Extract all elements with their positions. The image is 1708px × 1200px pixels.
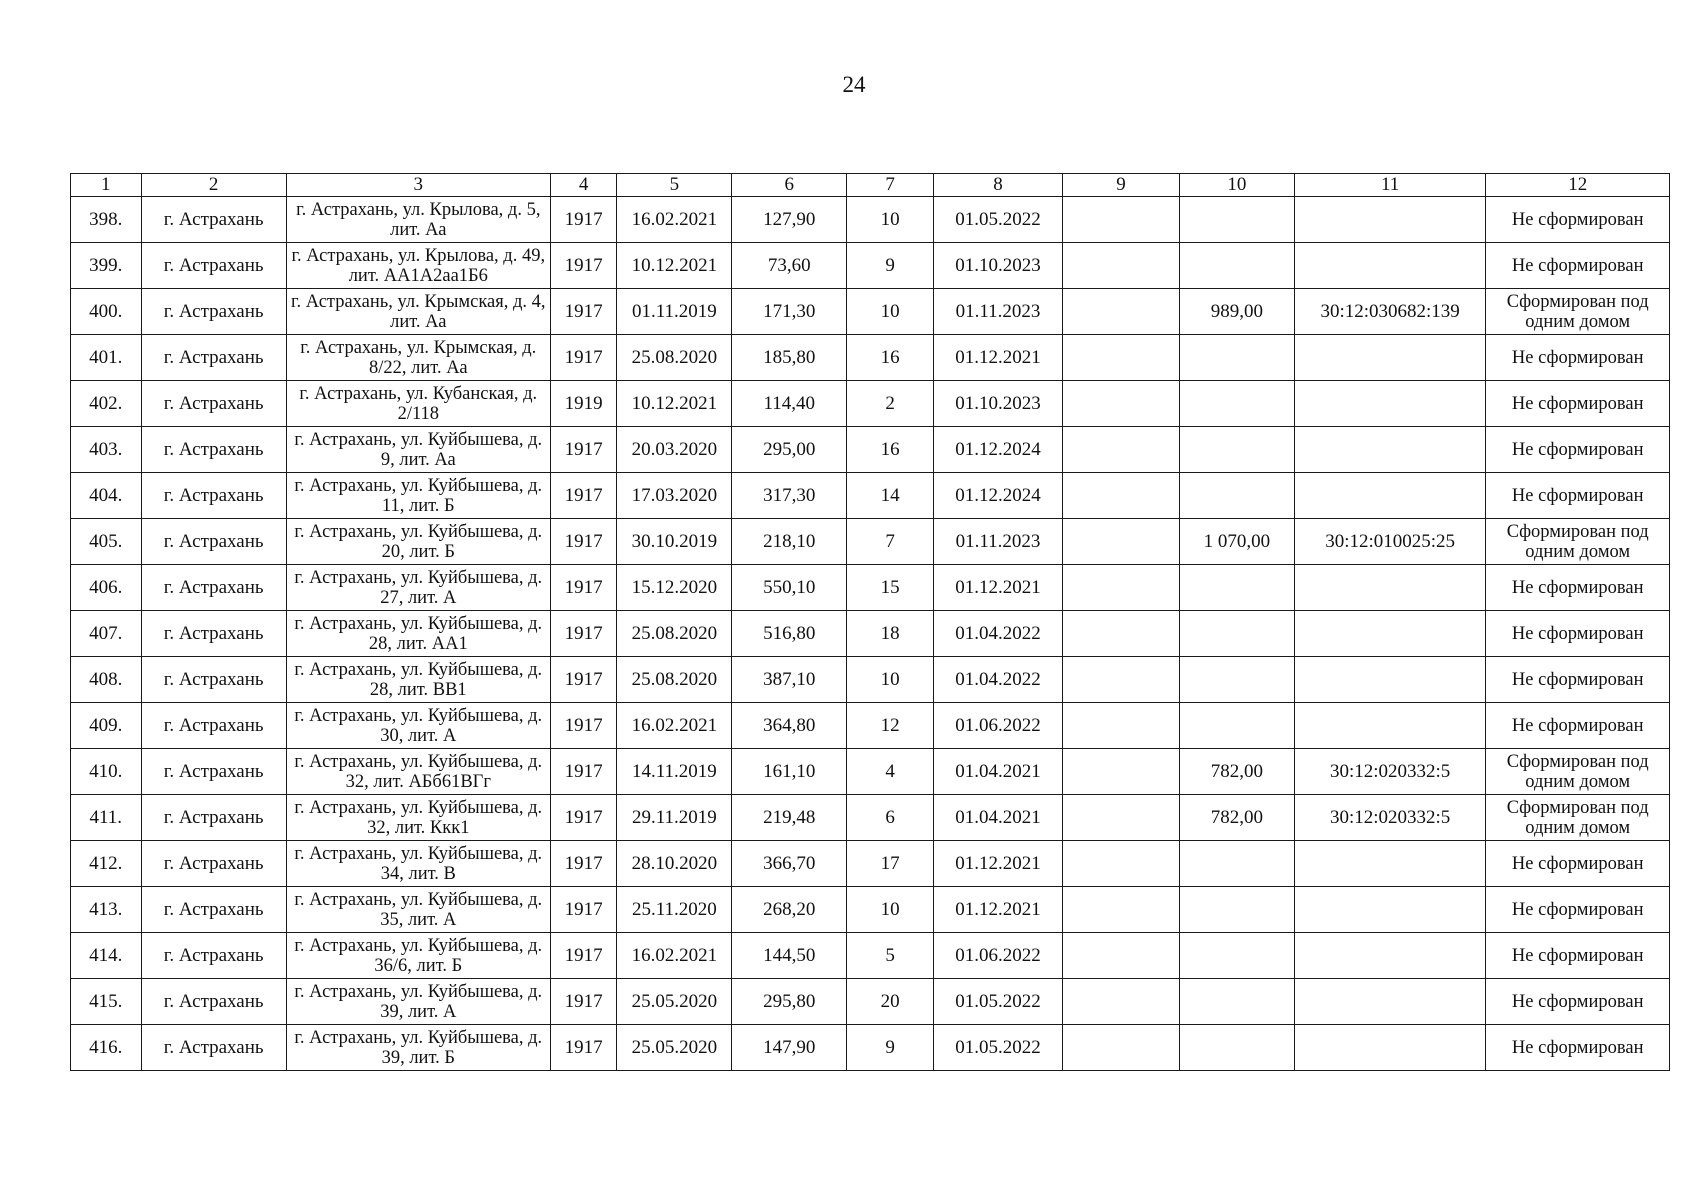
cadastral-number-cell — [1294, 611, 1486, 657]
area-cell: 185,80 — [732, 335, 847, 381]
date-cell: 29.11.2019 — [617, 795, 732, 841]
column-9-cell — [1063, 427, 1180, 473]
column-9-cell — [1063, 565, 1180, 611]
land-area-cell — [1179, 473, 1294, 519]
residents-cell: 16 — [847, 335, 934, 381]
year-cell: 1917 — [550, 611, 617, 657]
date-cell: 25.05.2020 — [617, 1025, 732, 1071]
column-header: 10 — [1179, 174, 1294, 197]
column-9-cell — [1063, 749, 1180, 795]
land-area-cell — [1179, 611, 1294, 657]
deadline-cell: 01.04.2022 — [933, 657, 1062, 703]
address-cell: г. Астрахань, ул. Куйбышева, д. 28, лит. АА1 — [286, 611, 550, 657]
date-cell: 15.12.2020 — [617, 565, 732, 611]
deadline-cell: 01.05.2022 — [933, 197, 1062, 243]
area-cell: 73,60 — [732, 243, 847, 289]
land-status-cell: Не сформирован — [1486, 703, 1670, 749]
address-cell: г. Астрахань, ул. Куйбышева, д. 39, лит. А — [286, 979, 550, 1025]
cadastral-number-cell — [1294, 1025, 1486, 1071]
residents-cell: 10 — [847, 887, 934, 933]
table-row — [71, 657, 1670, 703]
residents-cell: 10 — [847, 657, 934, 703]
area-cell: 387,10 — [732, 657, 847, 703]
column-9-cell — [1063, 1025, 1180, 1071]
column-9-cell — [1063, 887, 1180, 933]
row-number: 416. — [71, 1025, 142, 1071]
city-cell: г. Астрахань — [141, 1025, 286, 1071]
city-cell: г. Астрахань — [141, 289, 286, 335]
land-area-cell — [1179, 565, 1294, 611]
area-cell: 171,30 — [732, 289, 847, 335]
date-cell: 20.03.2020 — [617, 427, 732, 473]
city-cell: г. Астрахань — [141, 841, 286, 887]
column-header: 2 — [141, 174, 286, 197]
column-header: 12 — [1486, 174, 1670, 197]
residents-cell: 12 — [847, 703, 934, 749]
cadastral-number-cell — [1294, 979, 1486, 1025]
column-header: 11 — [1294, 174, 1486, 197]
date-cell: 25.08.2020 — [617, 611, 732, 657]
deadline-cell: 01.05.2022 — [933, 1025, 1062, 1071]
land-area-cell — [1179, 243, 1294, 289]
land-area-cell — [1179, 979, 1294, 1025]
deadline-cell: 01.04.2021 — [933, 795, 1062, 841]
column-header: 7 — [847, 174, 934, 197]
residents-cell: 9 — [847, 1025, 934, 1071]
area-cell: 516,80 — [732, 611, 847, 657]
table-row — [71, 565, 1670, 611]
address-cell: г. Астрахань, ул. Куйбышева, д. 36/6, лит. Б — [286, 933, 550, 979]
table-row — [71, 519, 1670, 565]
land-status-cell: Сформирован под одним домом — [1486, 519, 1670, 565]
year-cell: 1917 — [550, 243, 617, 289]
column-9-cell — [1063, 381, 1180, 427]
column-9-cell — [1063, 289, 1180, 335]
area-cell: 219,48 — [732, 795, 847, 841]
address-cell: г. Астрахань, ул. Крымская, д. 4, лит. Аа — [286, 289, 550, 335]
land-area-cell: 989,00 — [1179, 289, 1294, 335]
deadline-cell: 01.04.2022 — [933, 611, 1062, 657]
deadline-cell: 01.10.2023 — [933, 243, 1062, 289]
row-number: 414. — [71, 933, 142, 979]
table-row — [71, 243, 1670, 289]
year-cell: 1917 — [550, 657, 617, 703]
row-number: 398. — [71, 197, 142, 243]
address-cell: г. Астрахань, ул. Куйбышева, д. 30, лит. А — [286, 703, 550, 749]
address-cell: г. Астрахань, ул. Крылова, д. 5, лит. Аа — [286, 197, 550, 243]
cadastral-number-cell — [1294, 243, 1486, 289]
table-row — [71, 1025, 1670, 1071]
city-cell: г. Астрахань — [141, 519, 286, 565]
column-9-cell — [1063, 335, 1180, 381]
row-number: 412. — [71, 841, 142, 887]
address-cell: г. Астрахань, ул. Куйбышева, д. 34, лит. В — [286, 841, 550, 887]
table-row — [71, 427, 1670, 473]
row-number: 407. — [71, 611, 142, 657]
address-cell: г. Астрахань, ул. Куйбышева, д. 28, лит. ВВ1 — [286, 657, 550, 703]
page-number: 24 — [842, 72, 866, 97]
year-cell: 1917 — [550, 197, 617, 243]
address-cell: г. Астрахань, ул. Кубанская, д. 2/118 — [286, 381, 550, 427]
land-status-cell: Не сформирован — [1486, 243, 1670, 289]
year-cell: 1917 — [550, 979, 617, 1025]
row-number: 402. — [71, 381, 142, 427]
date-cell: 25.08.2020 — [617, 657, 732, 703]
year-cell: 1917 — [550, 749, 617, 795]
deadline-cell: 01.06.2022 — [933, 703, 1062, 749]
land-area-cell — [1179, 381, 1294, 427]
cadastral-number-cell — [1294, 657, 1486, 703]
area-cell: 366,70 — [732, 841, 847, 887]
date-cell: 30.10.2019 — [617, 519, 732, 565]
residents-cell: 9 — [847, 243, 934, 289]
land-area-cell — [1179, 197, 1294, 243]
date-cell: 16.02.2021 — [617, 197, 732, 243]
residents-cell: 14 — [847, 473, 934, 519]
land-status-cell: Не сформирован — [1486, 933, 1670, 979]
date-cell: 01.11.2019 — [617, 289, 732, 335]
area-cell: 317,30 — [732, 473, 847, 519]
column-9-cell — [1063, 933, 1180, 979]
area-cell: 364,80 — [732, 703, 847, 749]
residents-cell: 4 — [847, 749, 934, 795]
city-cell: г. Астрахань — [141, 427, 286, 473]
land-status-cell: Не сформирован — [1486, 1025, 1670, 1071]
cadastral-number-cell — [1294, 565, 1486, 611]
cadastral-number-cell — [1294, 381, 1486, 427]
column-9-cell — [1063, 841, 1180, 887]
date-cell: 28.10.2020 — [617, 841, 732, 887]
column-header: 9 — [1063, 174, 1180, 197]
year-cell: 1917 — [550, 933, 617, 979]
address-cell: г. Астрахань, ул. Куйбышева, д. 11, лит. Б — [286, 473, 550, 519]
column-9-cell — [1063, 703, 1180, 749]
row-number: 408. — [71, 657, 142, 703]
city-cell: г. Астрахань — [141, 381, 286, 427]
land-status-cell: Не сформирован — [1486, 565, 1670, 611]
cadastral-number-cell — [1294, 427, 1486, 473]
city-cell: г. Астрахань — [141, 197, 286, 243]
year-cell: 1917 — [550, 289, 617, 335]
land-status-cell: Не сформирован — [1486, 887, 1670, 933]
residents-cell: 16 — [847, 427, 934, 473]
column-9-cell — [1063, 657, 1180, 703]
deadline-cell: 01.12.2021 — [933, 887, 1062, 933]
column-9-cell — [1063, 243, 1180, 289]
cadastral-number-cell — [1294, 933, 1486, 979]
residents-cell: 18 — [847, 611, 934, 657]
column-header: 5 — [617, 174, 732, 197]
area-cell: 127,90 — [732, 197, 847, 243]
city-cell: г. Астрахань — [141, 887, 286, 933]
row-number: 403. — [71, 427, 142, 473]
deadline-cell: 01.06.2022 — [933, 933, 1062, 979]
row-number: 411. — [71, 795, 142, 841]
residents-cell: 5 — [847, 933, 934, 979]
deadline-cell: 01.12.2021 — [933, 841, 1062, 887]
row-number: 409. — [71, 703, 142, 749]
row-number: 399. — [71, 243, 142, 289]
land-area-cell — [1179, 703, 1294, 749]
land-area-cell — [1179, 657, 1294, 703]
row-number: 415. — [71, 979, 142, 1025]
residents-cell: 10 — [847, 289, 934, 335]
land-area-cell — [1179, 335, 1294, 381]
year-cell: 1919 — [550, 381, 617, 427]
address-cell: г. Астрахань, ул. Куйбышева, д. 9, лит. Аа — [286, 427, 550, 473]
year-cell: 1917 — [550, 1025, 617, 1071]
table-row — [71, 197, 1670, 243]
city-cell: г. Астрахань — [141, 749, 286, 795]
year-cell: 1917 — [550, 335, 617, 381]
column-header: 6 — [732, 174, 847, 197]
residents-cell: 15 — [847, 565, 934, 611]
date-cell: 16.02.2021 — [617, 933, 732, 979]
year-cell: 1917 — [550, 519, 617, 565]
city-cell: г. Астрахань — [141, 243, 286, 289]
date-cell: 25.11.2020 — [617, 887, 732, 933]
address-cell: г. Астрахань, ул. Куйбышева, д. 20, лит. Б — [286, 519, 550, 565]
residents-cell: 20 — [847, 979, 934, 1025]
row-number: 400. — [71, 289, 142, 335]
area-cell: 114,40 — [732, 381, 847, 427]
land-status-cell: Не сформирован — [1486, 611, 1670, 657]
year-cell: 1917 — [550, 841, 617, 887]
cadastral-number-cell — [1294, 887, 1486, 933]
column-9-cell — [1063, 197, 1180, 243]
area-cell: 550,10 — [732, 565, 847, 611]
cadastral-number-cell — [1294, 703, 1486, 749]
city-cell: г. Астрахань — [141, 657, 286, 703]
column-9-cell — [1063, 519, 1180, 565]
land-status-cell: Сформирован под одним домом — [1486, 749, 1670, 795]
land-area-cell — [1179, 841, 1294, 887]
land-status-cell: Не сформирован — [1486, 473, 1670, 519]
column-header: 1 — [71, 174, 142, 197]
year-cell: 1917 — [550, 887, 617, 933]
deadline-cell: 01.12.2021 — [933, 335, 1062, 381]
table-row — [71, 335, 1670, 381]
deadline-cell: 01.10.2023 — [933, 381, 1062, 427]
address-cell: г. Астрахань, ул. Крымская, д. 8/22, лит. Аа — [286, 335, 550, 381]
city-cell: г. Астрахань — [141, 565, 286, 611]
year-cell: 1917 — [550, 703, 617, 749]
date-cell: 14.11.2019 — [617, 749, 732, 795]
deadline-cell: 01.12.2021 — [933, 565, 1062, 611]
cadastral-number-cell: 30:12:030682:139 — [1294, 289, 1486, 335]
address-cell: г. Астрахань, ул. Куйбышева, д. 27, лит. А — [286, 565, 550, 611]
year-cell: 1917 — [550, 427, 617, 473]
row-number: 406. — [71, 565, 142, 611]
row-number: 413. — [71, 887, 142, 933]
date-cell: 16.02.2021 — [617, 703, 732, 749]
land-area-cell: 782,00 — [1179, 795, 1294, 841]
column-header: 8 — [933, 174, 1062, 197]
land-status-cell: Не сформирован — [1486, 381, 1670, 427]
deadline-cell: 01.04.2021 — [933, 749, 1062, 795]
table-body — [71, 197, 1670, 1071]
year-cell: 1917 — [550, 473, 617, 519]
date-cell: 17.03.2020 — [617, 473, 732, 519]
row-number: 404. — [71, 473, 142, 519]
city-cell: г. Астрахань — [141, 703, 286, 749]
land-status-cell: Не сформирован — [1486, 335, 1670, 381]
land-status-cell: Сформирован под одним домом — [1486, 795, 1670, 841]
column-9-cell — [1063, 611, 1180, 657]
cadastral-number-cell — [1294, 197, 1486, 243]
column-9-cell — [1063, 473, 1180, 519]
column-number-row — [71, 174, 1670, 197]
city-cell: г. Астрахань — [141, 795, 286, 841]
residents-cell: 17 — [847, 841, 934, 887]
city-cell: г. Астрахань — [141, 473, 286, 519]
land-status-cell: Не сформирован — [1486, 979, 1670, 1025]
deadline-cell: 01.11.2023 — [933, 289, 1062, 335]
row-number: 405. — [71, 519, 142, 565]
table-row — [71, 933, 1670, 979]
land-area-cell — [1179, 887, 1294, 933]
column-9-cell — [1063, 979, 1180, 1025]
row-number: 410. — [71, 749, 142, 795]
land-area-cell — [1179, 933, 1294, 979]
table-row — [71, 749, 1670, 795]
land-area-cell — [1179, 1025, 1294, 1071]
land-status-cell: Сформирован под одним домом — [1486, 289, 1670, 335]
deadline-cell: 01.12.2024 — [933, 473, 1062, 519]
cadastral-number-cell: 30:12:020332:5 — [1294, 749, 1486, 795]
residents-cell: 2 — [847, 381, 934, 427]
residents-cell: 10 — [847, 197, 934, 243]
address-cell: г. Астрахань, ул. Куйбышева, д. 32, лит. Ккк1 — [286, 795, 550, 841]
year-cell: 1917 — [550, 565, 617, 611]
land-status-cell: Не сформирован — [1486, 841, 1670, 887]
date-cell: 25.08.2020 — [617, 335, 732, 381]
area-cell: 161,10 — [732, 749, 847, 795]
column-9-cell — [1063, 795, 1180, 841]
deadline-cell: 01.12.2024 — [933, 427, 1062, 473]
area-cell: 268,20 — [732, 887, 847, 933]
table-row — [71, 887, 1670, 933]
table-row — [71, 979, 1670, 1025]
cadastral-number-cell: 30:12:020332:5 — [1294, 795, 1486, 841]
address-cell: г. Астрахань, ул. Куйбышева, д. 32, лит. АБб61ВГг — [286, 749, 550, 795]
land-area-cell: 782,00 — [1179, 749, 1294, 795]
city-cell: г. Астрахань — [141, 933, 286, 979]
city-cell: г. Астрахань — [141, 611, 286, 657]
table-row — [71, 841, 1670, 887]
area-cell: 218,10 — [732, 519, 847, 565]
address-cell: г. Астрахань, ул. Крылова, д. 49, лит. АА1А2аа1Б6 — [286, 243, 550, 289]
city-cell: г. Астрахань — [141, 979, 286, 1025]
area-cell: 147,90 — [732, 1025, 847, 1071]
column-header: 4 — [550, 174, 617, 197]
table-row — [71, 473, 1670, 519]
cadastral-number-cell — [1294, 473, 1486, 519]
table-row — [71, 795, 1670, 841]
land-status-cell: Не сформирован — [1486, 197, 1670, 243]
residents-cell: 6 — [847, 795, 934, 841]
cadastral-number-cell — [1294, 335, 1486, 381]
cadastral-number-cell — [1294, 841, 1486, 887]
land-status-cell: Не сформирован — [1486, 427, 1670, 473]
area-cell: 144,50 — [732, 933, 847, 979]
date-cell: 25.05.2020 — [617, 979, 732, 1025]
date-cell: 10.12.2021 — [617, 381, 732, 427]
deadline-cell: 01.11.2023 — [933, 519, 1062, 565]
address-cell: г. Астрахань, ул. Куйбышева, д. 35, лит. А — [286, 887, 550, 933]
row-number: 401. — [71, 335, 142, 381]
year-cell: 1917 — [550, 795, 617, 841]
land-area-cell — [1179, 427, 1294, 473]
cadastral-number-cell: 30:12:010025:25 — [1294, 519, 1486, 565]
date-cell: 10.12.2021 — [617, 243, 732, 289]
land-status-cell: Не сформирован — [1486, 657, 1670, 703]
city-cell: г. Астрахань — [141, 335, 286, 381]
deadline-cell: 01.05.2022 — [933, 979, 1062, 1025]
table-row — [71, 611, 1670, 657]
area-cell: 295,00 — [732, 427, 847, 473]
area-cell: 295,80 — [732, 979, 847, 1025]
column-header: 3 — [286, 174, 550, 197]
address-cell: г. Астрахань, ул. Куйбышева, д. 39, лит. Б — [286, 1025, 550, 1071]
table-row — [71, 289, 1670, 335]
housing-register-table — [70, 173, 1670, 1071]
table-row — [71, 703, 1670, 749]
table-row — [71, 381, 1670, 427]
residents-cell: 7 — [847, 519, 934, 565]
land-area-cell: 1 070,00 — [1179, 519, 1294, 565]
